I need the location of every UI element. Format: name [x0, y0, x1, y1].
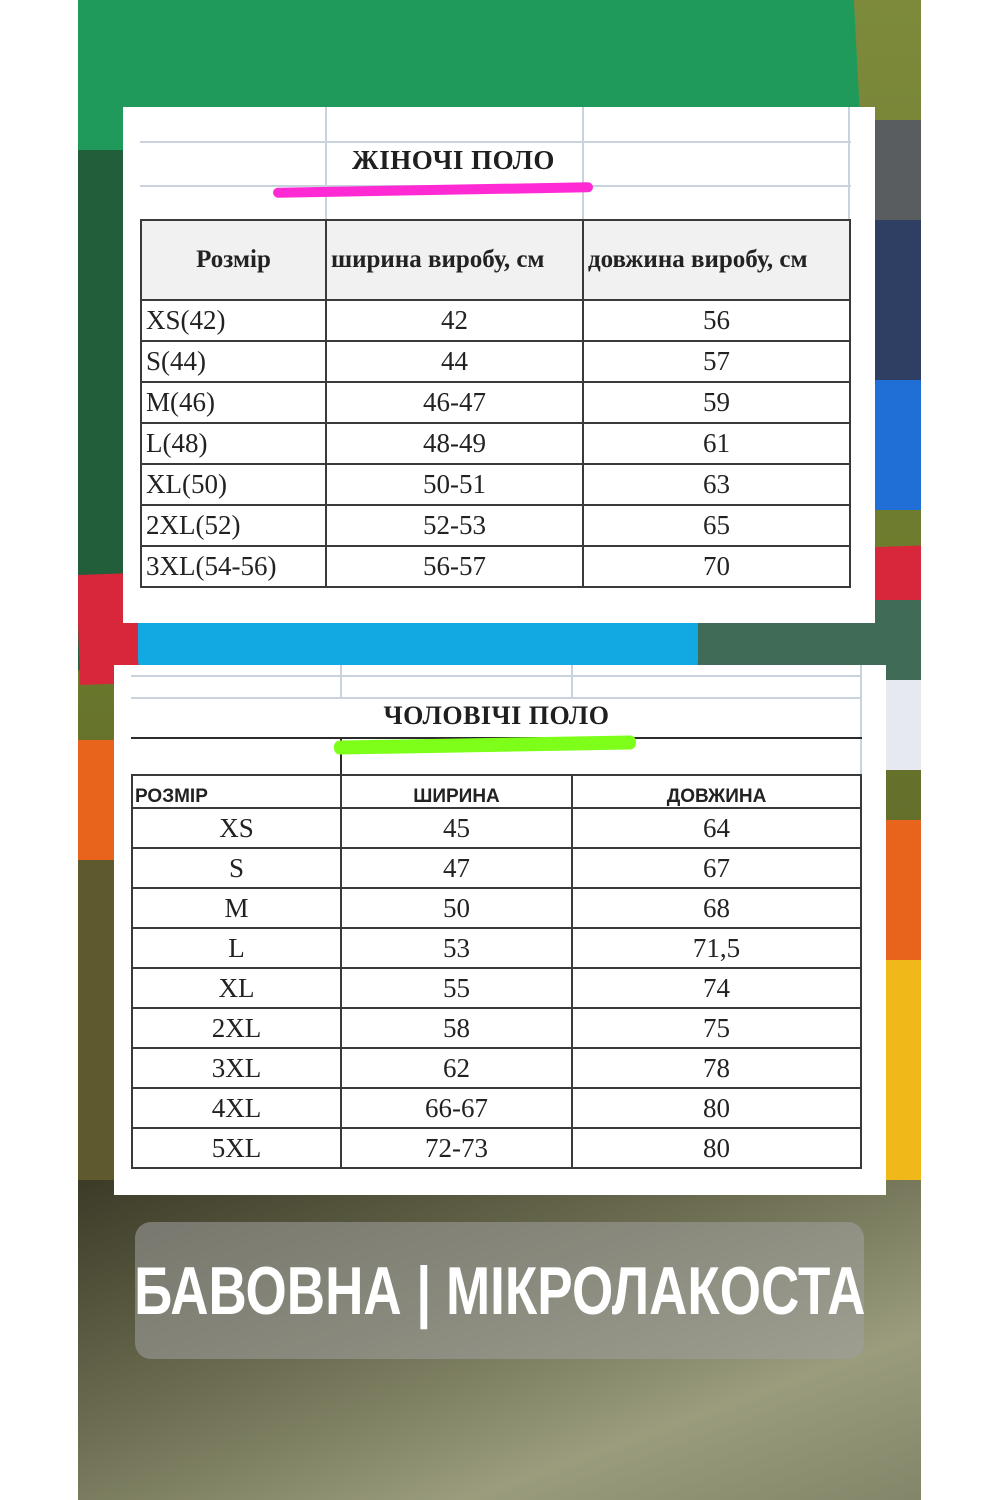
cell-size: S(44): [141, 341, 326, 382]
header-width: ШИРИНА: [341, 775, 572, 808]
cell-width: 53: [341, 928, 572, 968]
table-row: [132, 1088, 861, 1128]
cell-length: 67: [572, 848, 861, 888]
cell-width: 46-47: [326, 382, 583, 423]
header-size: Розмір: [141, 220, 326, 300]
grid-line: [582, 107, 584, 219]
cell-width: 48-49: [326, 423, 583, 464]
table-row: [141, 300, 850, 341]
cell-length: 71,5: [572, 928, 861, 968]
cell-width: 72-73: [341, 1128, 572, 1168]
cell-width: 58: [341, 1008, 572, 1048]
header-size: РОЗМІР: [132, 775, 341, 808]
cell-width: 44: [326, 341, 583, 382]
grid-line: [848, 107, 850, 219]
women-table-title: ЖІНОЧІ ПОЛО: [352, 145, 555, 175]
cell-size: 3XL: [132, 1048, 341, 1088]
table-row: [141, 546, 850, 587]
women-size-table: [140, 219, 851, 588]
cell-length: 56: [583, 300, 850, 341]
cell-length: 63: [583, 464, 850, 505]
table-row: [132, 1128, 861, 1168]
grid-line: [140, 141, 851, 143]
cell-width: 52-53: [326, 505, 583, 546]
cell-size: 4XL: [132, 1088, 341, 1128]
cell-size: 3XL(54-56): [141, 546, 326, 587]
table-row: [141, 464, 850, 505]
table-row: [132, 1008, 861, 1048]
cell-length: 74: [572, 968, 861, 1008]
grid-line: [131, 675, 862, 677]
cell-length: 59: [583, 382, 850, 423]
grid-line: [131, 697, 862, 699]
table-row: [141, 382, 850, 423]
cell-size: 2XL(52): [141, 505, 326, 546]
cell-length: 64: [572, 808, 861, 848]
cell-length: 57: [583, 341, 850, 382]
cell-length: 78: [572, 1048, 861, 1088]
cell-length: 70: [583, 546, 850, 587]
cell-length: 65: [583, 505, 850, 546]
cell-width: 56-57: [326, 546, 583, 587]
cell-size: M(46): [141, 382, 326, 423]
table-header-row: [132, 775, 861, 808]
table-row: [141, 423, 850, 464]
cell-length: 68: [572, 888, 861, 928]
material-banner: [135, 1222, 864, 1359]
cell-size: L(48): [141, 423, 326, 464]
cell-width: 50: [341, 888, 572, 928]
table-row: [132, 928, 861, 968]
cell-length: 80: [572, 1088, 861, 1128]
cell-size: XS: [132, 808, 341, 848]
cell-width: 45: [341, 808, 572, 848]
table-row: [141, 341, 850, 382]
men-size-table: [131, 774, 862, 1169]
cell-width: 55: [341, 968, 572, 1008]
cell-length: 61: [583, 423, 850, 464]
material-banner-text: БАВОВНА | МІКРОЛАКОСТА: [133, 1252, 866, 1329]
table-row: [132, 808, 861, 848]
table-row: [132, 1048, 861, 1088]
cell-size: M: [132, 888, 341, 928]
cell-size: S: [132, 848, 341, 888]
header-length: ДОВЖИНА: [572, 775, 861, 808]
cell-width: 62: [341, 1048, 572, 1088]
men-table-title: ЧОЛОВІЧІ ПОЛО: [383, 701, 610, 730]
cell-size: 2XL: [132, 1008, 341, 1048]
table-header-row: [141, 220, 850, 300]
cell-size: XL(50): [141, 464, 326, 505]
grid-line: [571, 665, 573, 699]
women-size-chart-card: [123, 107, 875, 623]
header-width: ширина виробу, см: [326, 220, 583, 300]
table-row: [132, 848, 861, 888]
cell-width: 47: [341, 848, 572, 888]
cell-size: L: [132, 928, 341, 968]
men-size-chart-card: [114, 665, 886, 1195]
header-length: довжина виробу, см: [583, 220, 850, 300]
cell-width: 50-51: [326, 464, 583, 505]
table-row: [132, 968, 861, 1008]
grid-line: [340, 665, 342, 699]
cell-size: XL: [132, 968, 341, 1008]
cell-length: 80: [572, 1128, 861, 1168]
cell-width: 42: [326, 300, 583, 341]
table-row: [132, 888, 861, 928]
cell-size: XS(42): [141, 300, 326, 341]
cell-length: 75: [572, 1008, 861, 1048]
cell-size: 5XL: [132, 1128, 341, 1168]
cell-width: 66-67: [341, 1088, 572, 1128]
table-row: [141, 505, 850, 546]
